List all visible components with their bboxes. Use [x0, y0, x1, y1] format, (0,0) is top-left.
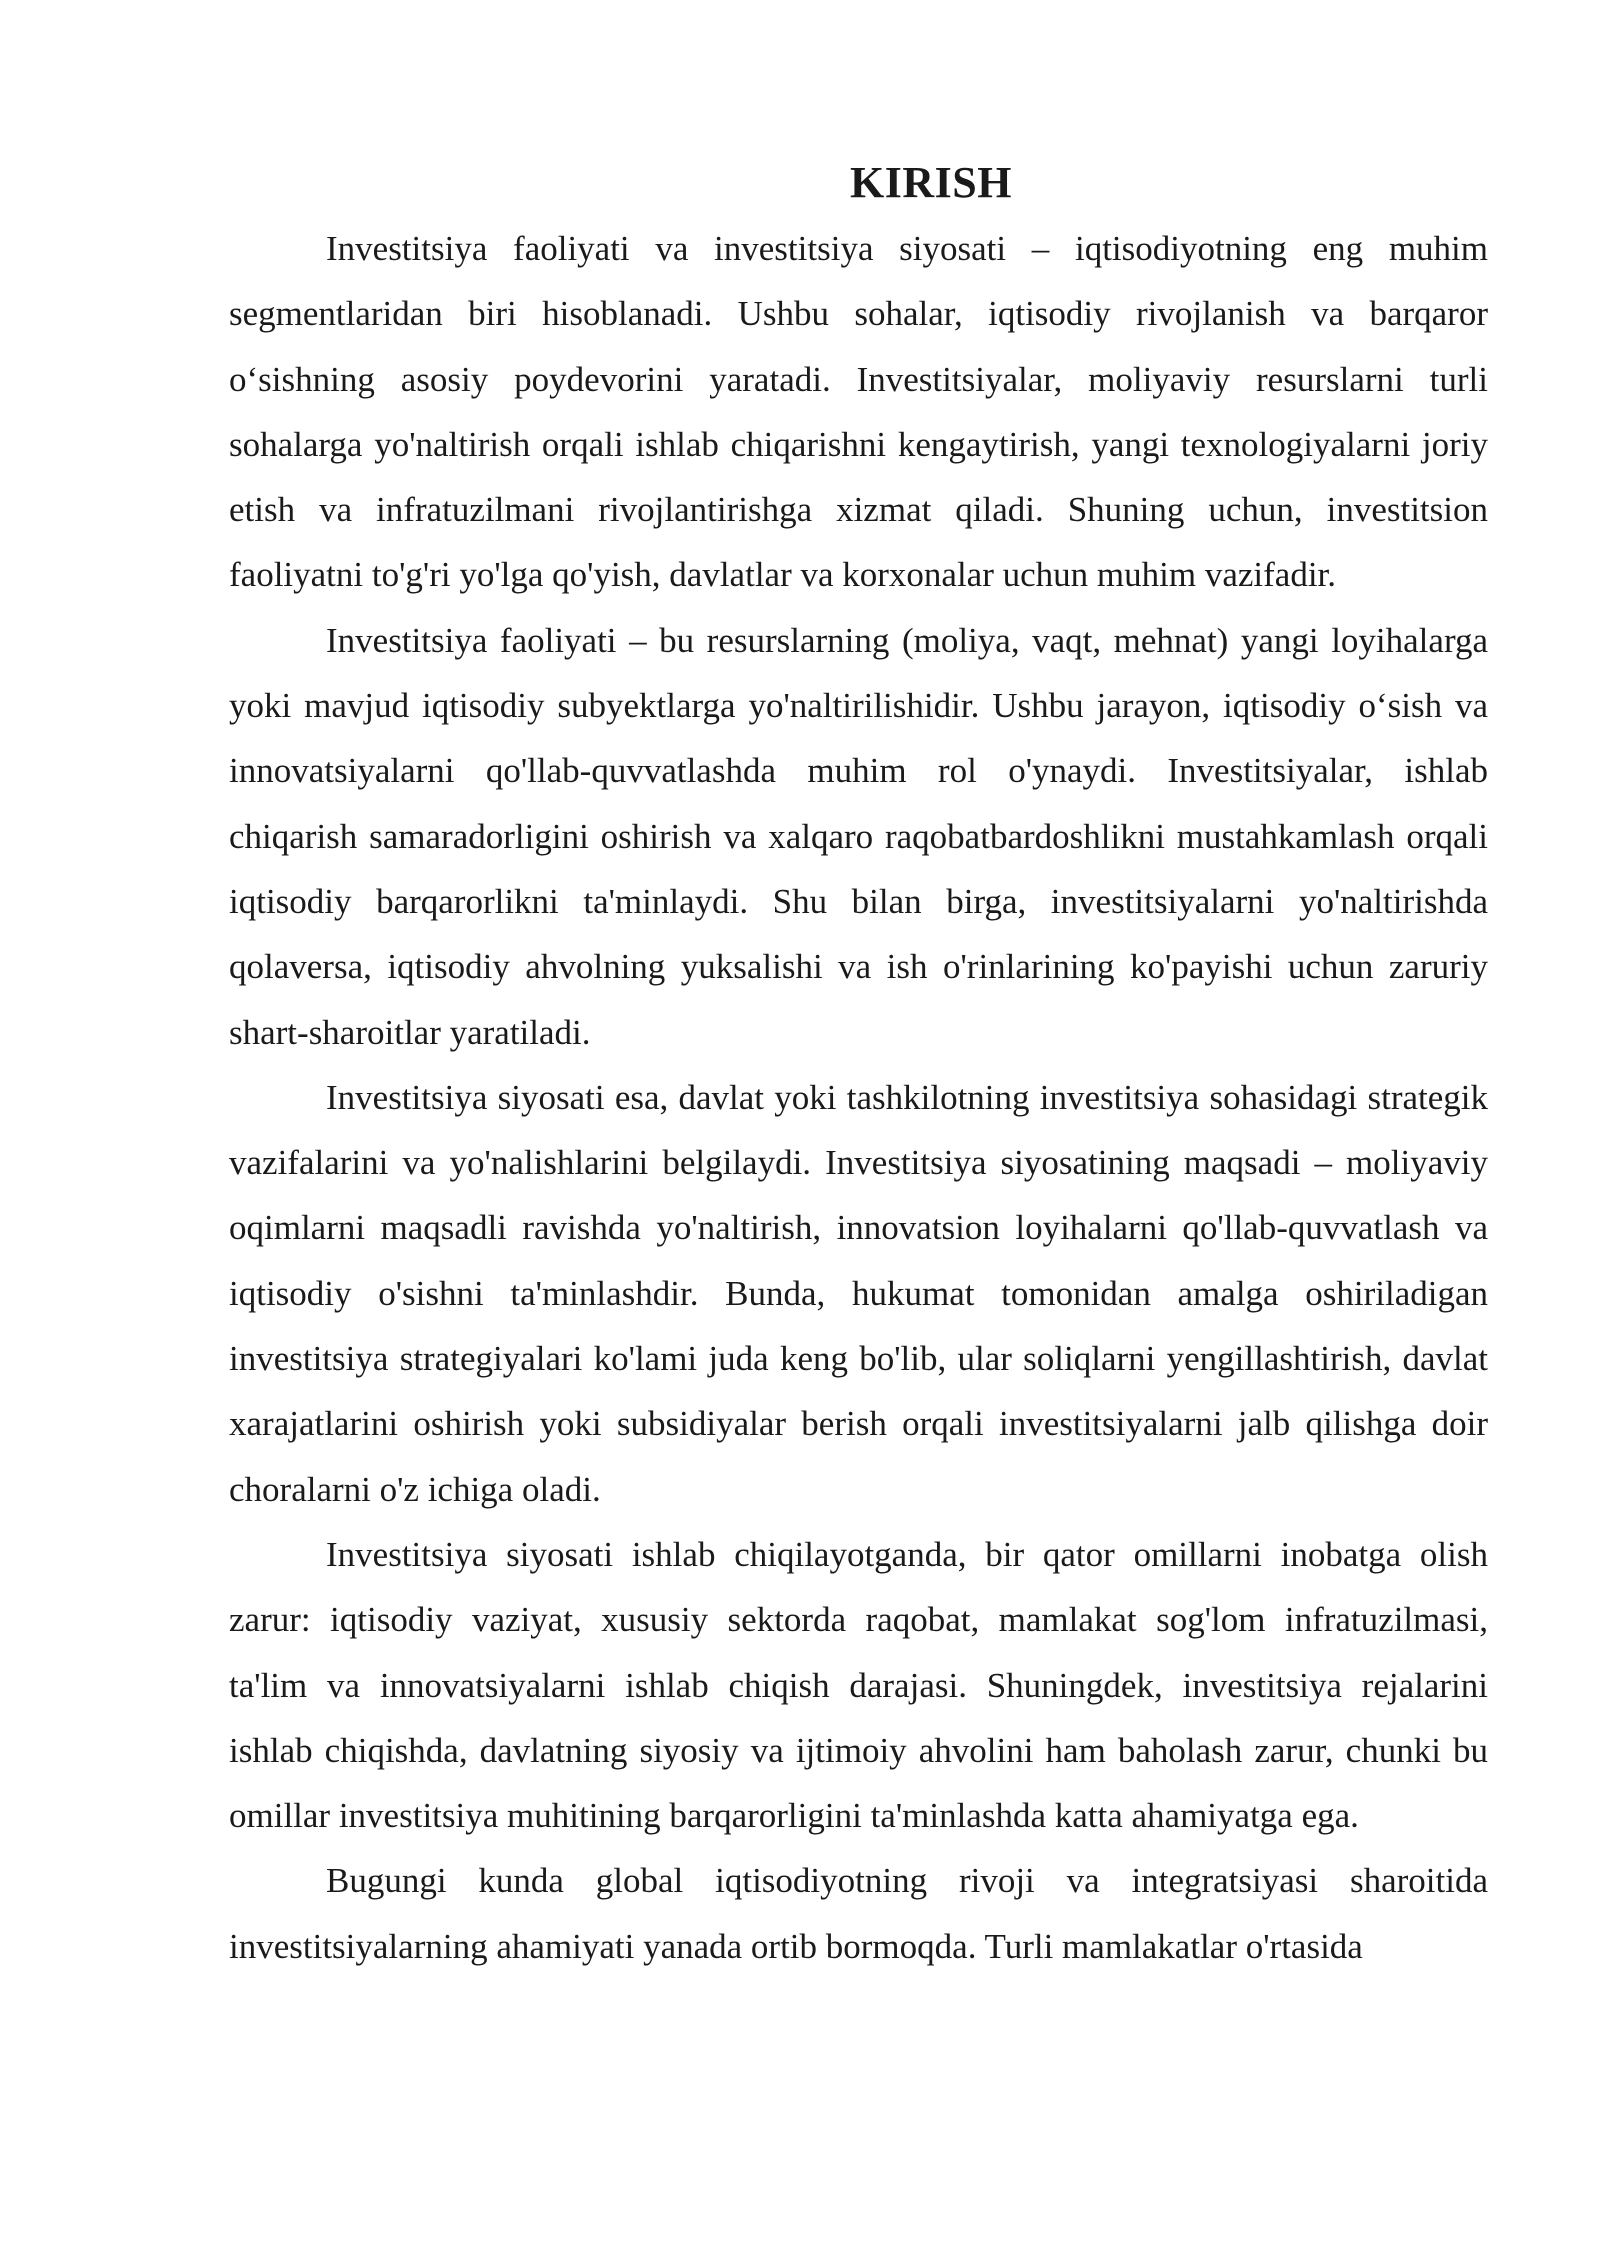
paragraph-3: Investitsiya siyosati esa, davlat yoki tashkilotning investitsiya sohasidagi strategik vazifalarini va yo'nalishlarini belgilaydi. Investitsiya siyosatining maqsadi – moliyaviy oqimlarni maqsadli ravishda yo'naltirish, innovatsion loyihalarni qo'llab-quvvatlash va iqtisodiy o'sishni ta'minlashdir. Bunda, hukumat tomonidan amalga oshiriladigan investitsiya strategiyalari ko'lami juda keng bo'lib, ular soliqlarni yengillashtirish, davlat xarajatlarini oshirish yoki subsidiyalar berish orqali investitsiyalarni jalb qilishga doir choralarni o'z ichiga oladi.	[229, 1077, 1488, 1509]
paragraph-5: Bugungi kunda global iqtisodiyotning rivoji va integratsiyasi sharoitida investitsiyalarning ahamiyati yanada ortib bormoqda. Turli mamlakatlar o'rtasida	[229, 1861, 1488, 1966]
document-body	[229, 150, 1488, 1979]
paragraph-2: Investitsiya faoliyati – bu resurslarning (moliya, vaqt, mehnat) yangi loyihalarga yoki mavjud iqtisodiy subyektlarga yo'naltirilishidir. Ushbu jarayon, iqtisodiy o‘sish va innovatsiyalarni qo'llab-quvvatlashda muhim rol o'ynaydi. Investitsiyalar, ishlab chiqarish samaradorligini oshirish va xalqaro raqobatbardoshlikni mustahkamlash orqali iqtisodiy barqarorlikni ta'minlaydi. Shu bilan birga, investitsiyalarni yo'naltirishda qolaversa, iqtisodiy ahvolning yuksalishi va ish o'rinlarining ko'payishi uchun zaruriy shart-sharoitlar yaratiladi.	[229, 620, 1488, 1052]
paragraph-4: Investitsiya siyosati ishlab chiqilayotganda, bir qator omillarni inobatga olish zarur: iqtisodiy vaziyat, xususiy sektorda raqobat, mamlakat sog'lom infratuzilmasi, ta'lim va innovatsiyalarni ishlab chiqish darajasi. Shuningdek, investitsiya rejalarini ishlab chiqishda, davlatning siyosiy va ijtimoiy ahvolini ham baholash zarur, chunki bu omillar investitsiya muhitining barqarorligini ta'minlashda katta ahamiyatga ega.	[229, 1534, 1488, 1836]
page-title: KIRISH	[850, 158, 1012, 207]
paragraph-1: Investitsiya faoliyati va investitsiya siyosati – iqtisodiyotning eng muhim segmentlaridan biri hisoblanadi. Ushbu sohalar, iqtisodiy rivojlanish va barqaror o‘sishning asosiy poydevorini yaratadi. Investitsiyalar, moliyaviy resurslarni turli sohalarga yo'naltirish orqali ishlab chiqarishni kengaytirish, yangi texnologiyalarni joriy etish va infratuzilmani rivojlantirishga xizmat qiladi. Shuning uchun, investitsion faoliyatni to'g'ri yo'lga qo'yish, davlatlar va korxonalar uchun muhim vazifadir.	[229, 229, 1488, 595]
